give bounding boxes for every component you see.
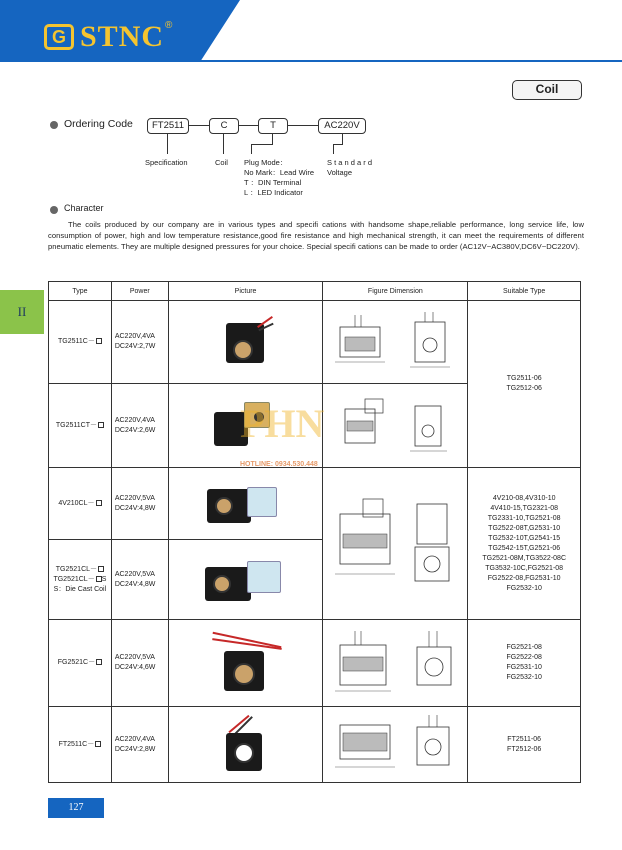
coil-photo (216, 717, 276, 773)
type-cell: 4V210CL－ (49, 468, 112, 540)
desc-standard-voltage: S t a n d a r d Voltage (327, 158, 373, 177)
power-cell: AC220V,4VA DC24V:2,8W (111, 707, 168, 783)
dimension-cell (323, 620, 468, 707)
power-cell: AC220V,4VA DC24V:2,6W (111, 384, 168, 468)
power-cell: AC220V,5VA DC24V:4,6W (111, 620, 168, 707)
picture-cell (168, 707, 323, 783)
leader-line (167, 134, 168, 154)
header-suitable-type: Suitable Type (468, 282, 581, 301)
dimension-cell (323, 384, 468, 468)
logo-icon: G (44, 24, 74, 50)
picture-cell (168, 468, 323, 540)
spec-table (48, 281, 581, 783)
brand-name: STNC (80, 20, 165, 53)
type-cell: TG2511CT－ (49, 384, 112, 468)
suitable-cell: TG2511-06 TG2512-06 (468, 301, 581, 468)
leader-line (251, 144, 273, 145)
code-dash (288, 125, 318, 126)
dimension-drawing-icon (325, 307, 465, 377)
power-cell: AC220V,4VA DC24V:2,7W (111, 301, 168, 384)
chapter-tab: II (0, 290, 44, 334)
checkbox-icon (98, 566, 104, 572)
header-power: Power (111, 282, 168, 301)
code-box-coil: C (209, 118, 239, 134)
page-number: 127 (48, 798, 104, 818)
desc-specification: Specification (145, 158, 188, 167)
coil-photo (201, 555, 291, 605)
ordering-code-label: Ordering Code (64, 118, 133, 130)
checkbox-icon (96, 500, 102, 506)
type-cell: FG2521C－ (49, 620, 112, 707)
table-row (49, 620, 581, 707)
leader-line (333, 144, 343, 145)
dimension-cell (323, 707, 468, 783)
dimension-cell (323, 468, 468, 620)
registered-mark: ® (165, 19, 173, 31)
checkbox-icon (98, 422, 104, 428)
code-box-voltage: AC220V (318, 118, 366, 134)
leader-line (333, 144, 334, 154)
code-box-spec: FT2511 (147, 118, 189, 134)
picture-cell (168, 540, 323, 620)
dimension-cell (323, 301, 468, 384)
checkbox-icon (95, 741, 101, 747)
watermark-hotline: HOTLINE: 0934.530.448 (240, 461, 318, 468)
checkbox-icon (96, 659, 102, 665)
picture-cell (168, 301, 323, 384)
leader-line (342, 134, 343, 144)
suitable-cell: FT2511-06 FT2512-06 (468, 707, 581, 783)
type-cell: TG2521CL－ TG2521CL－ S S：Die Cast Coil (49, 540, 112, 620)
brand-logo (44, 20, 172, 54)
dimension-drawing-icon (325, 489, 465, 599)
section-badge: Coil (512, 80, 582, 100)
table-row (49, 707, 581, 783)
picture-cell (168, 620, 323, 707)
coil-photo (206, 633, 286, 693)
character-paragraph: The coils produced by our company are in various types and specifi cations with handsome shape,reliable performance, long service life, low consumption of power, high and low temperature resistance,good fire resistance and high mechanical strength, it can meet the requirements of different pneumatic elements. They are multiple designed pressures for your choice. Special specifi cations can be made to order (AC12V~AC380V,DC6V~DC220V). (48, 220, 584, 251)
coil-photo (216, 315, 276, 370)
character-label: Character (64, 203, 104, 213)
coil-photo (201, 479, 291, 529)
dimension-drawing-icon (325, 391, 465, 461)
dimension-drawing-icon (325, 713, 465, 777)
desc-plug-mode: Plug Mode： No Mark：Lead Wire T ：DIN Terminal L ：LED Indicator (244, 158, 315, 197)
code-dash (239, 125, 258, 126)
header-figure-dimension: Figure Dimension (323, 282, 468, 301)
power-cell: AC220V,5VA DC24V:4,8W (111, 540, 168, 620)
suitable-cell: FG2521-08 FG2522-08 FG2531-10 FG2532-10 (468, 620, 581, 707)
leader-line (251, 144, 252, 154)
leader-line (223, 134, 224, 154)
type-cell: FT2511C－ (49, 707, 112, 783)
power-cell: AC220V,5VA DC24V:4,8W (111, 468, 168, 540)
table-row (49, 468, 581, 540)
table-header-row (49, 282, 581, 301)
dimension-drawing-icon (325, 627, 465, 699)
watermark-logo: PHN (240, 401, 325, 446)
header-rule (0, 60, 622, 62)
code-dash (189, 125, 209, 126)
header-picture: Picture (168, 282, 323, 301)
type-cell: TG2511C－ (49, 301, 112, 384)
bullet-icon (50, 121, 58, 129)
header-type: Type (49, 282, 112, 301)
leader-line (272, 134, 273, 144)
table-row (49, 301, 581, 384)
bullet-icon (50, 206, 58, 214)
checkbox-icon (96, 338, 102, 344)
desc-coil: Coil (215, 158, 228, 167)
code-box-plug: T (258, 118, 288, 134)
suitable-cell: 4V210-08,4V310-10 4V410-15,TG2321-08 TG2331-10,TG2521-08 TG2522-08T,G2531-10 TG2532-10T,G2541-15 TG2542-15T,G2521-06 TG2521-08M,TG3522-08C TG3532-10C,FG2521-08 FG2522-08,FG2531-10 FG2532-10 (468, 468, 581, 620)
